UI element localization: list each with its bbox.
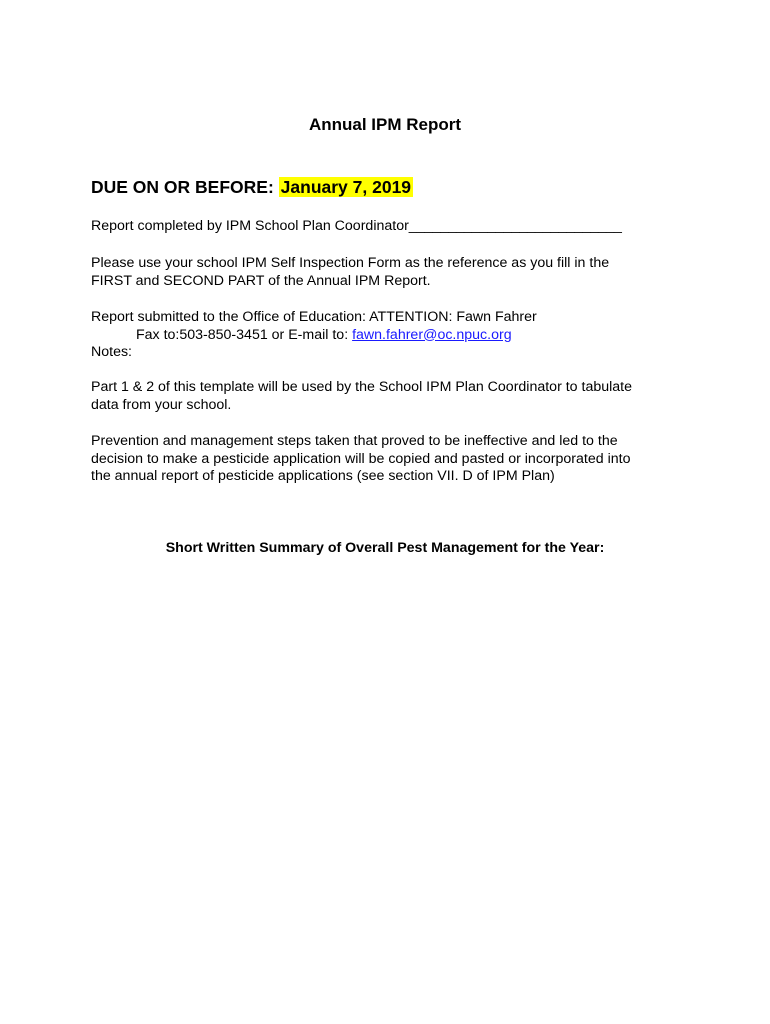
prevention-paragraph	[91, 433, 691, 486]
summary-heading: Short Written Summary of Overall Pest Management for the Year:	[165, 540, 605, 556]
part-note-paragraph	[91, 379, 691, 414]
notes-label: Notes:	[91, 344, 133, 360]
instructions-paragraph	[91, 255, 691, 290]
prevention-line: Prevention and management steps taken that proved to be ineffective and led to the	[91, 433, 618, 449]
prevention-line: decision to make a pesticide application will be copied and pasted or incorporated into	[91, 450, 631, 467]
fax-text: Fax to:503-850-3451 or E-mail to:	[136, 326, 353, 343]
part-note-line: data from your school.	[91, 396, 232, 413]
instructions-line: Please use your school IPM Self Inspection Form as the reference as you fill in the	[91, 255, 610, 271]
page-title: Annual IPM Report	[308, 115, 462, 134]
fax-email-line	[91, 327, 691, 345]
email-link[interactable]: fawn.fahrer@oc.npuc.org	[352, 326, 512, 343]
submission-line: Report submitted to the Office of Education: ATTENTION: Fawn Fahrer	[91, 309, 537, 325]
submission-paragraph	[91, 309, 691, 362]
instructions-line: FIRST and SECOND PART of the Annual IPM Report.	[91, 272, 431, 289]
due-label: DUE ON OR BEFORE:	[91, 177, 274, 197]
due-date-highlight: January 7, 2019	[280, 177, 412, 197]
coordinator-line: Report completed by IPM School Plan Coordinator___________________________	[91, 218, 622, 234]
due-date-line	[91, 176, 413, 198]
part-note-line: Part 1 & 2 of this template will be used by the School IPM Plan Coordinator to tabulate	[91, 379, 633, 395]
coordinator-paragraph	[91, 218, 691, 236]
prevention-line: the annual report of pesticide applications (see section VII. D of IPM Plan)	[91, 468, 555, 484]
